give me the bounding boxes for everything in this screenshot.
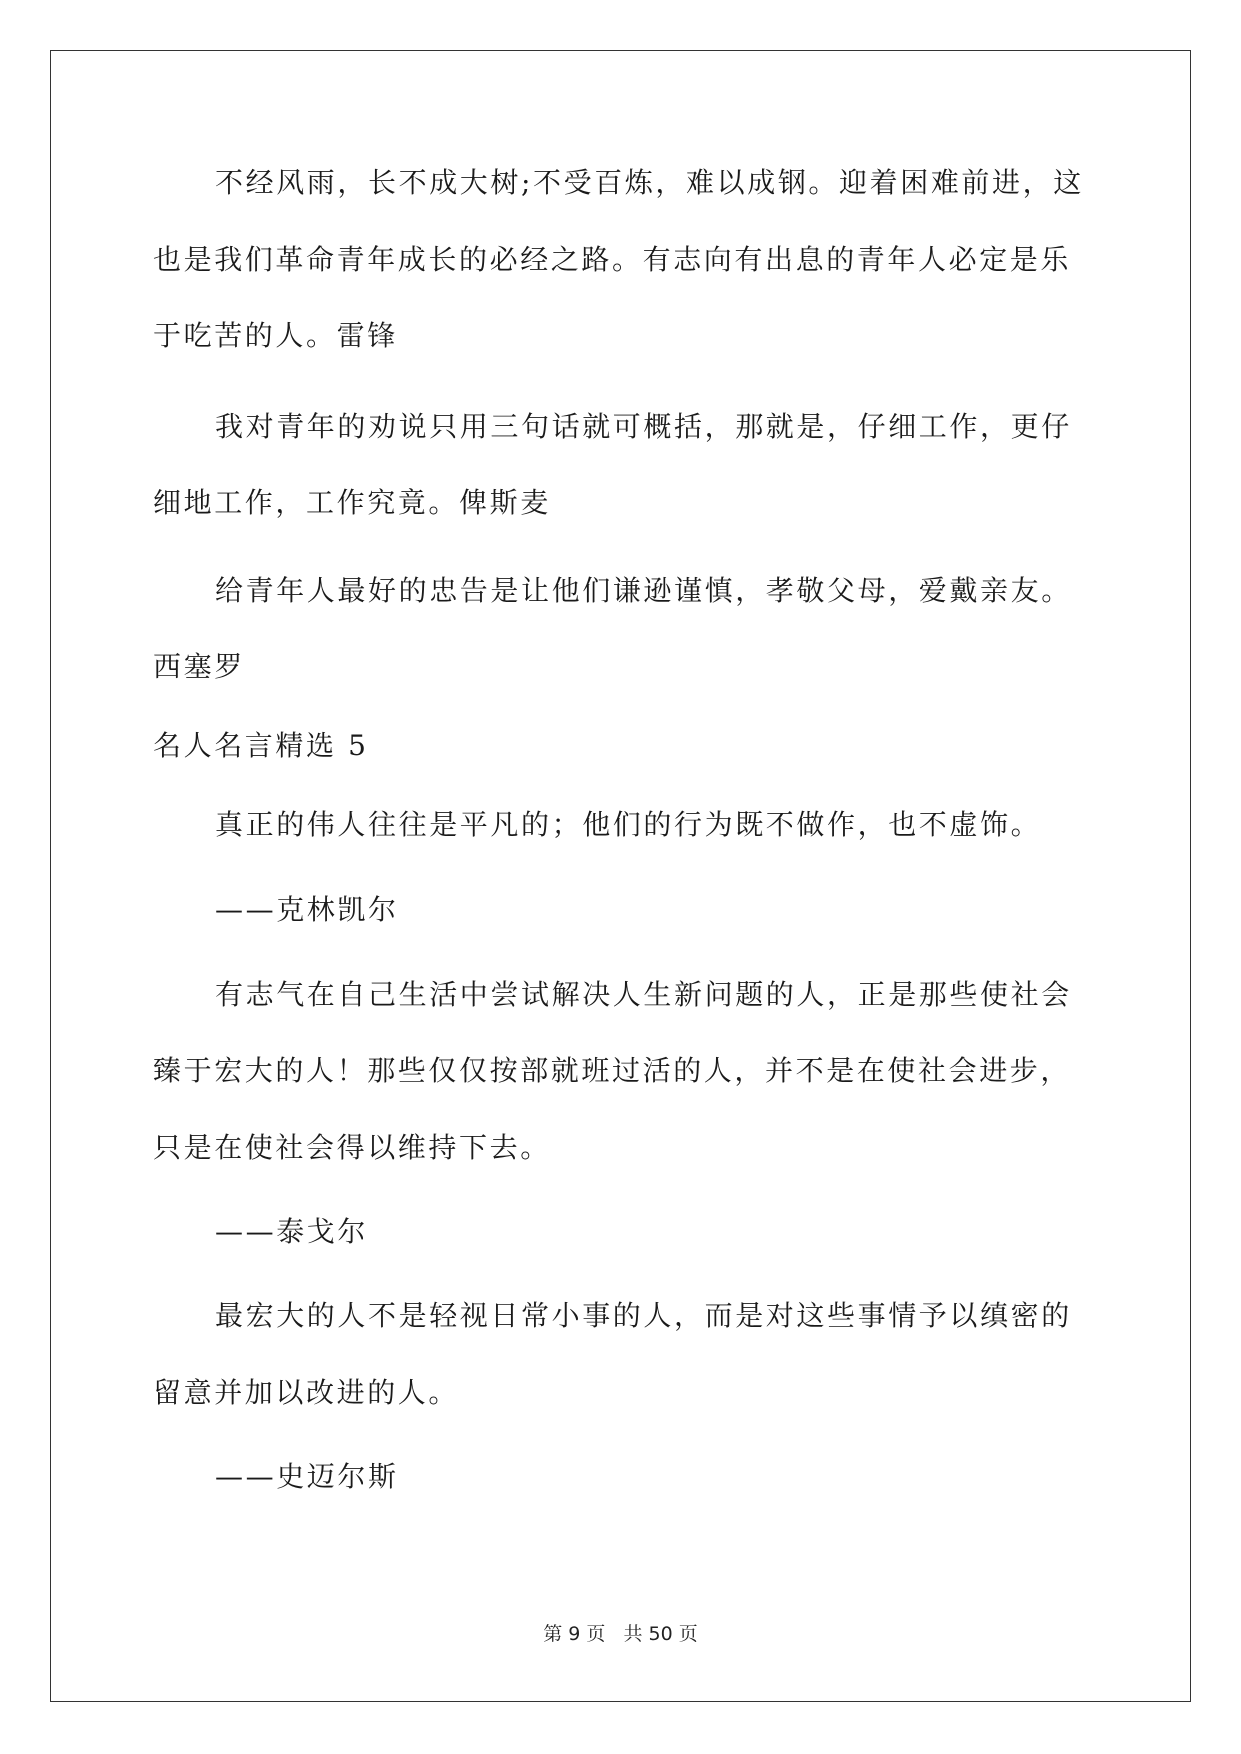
paragraph-line: 我对青年的劝说只用三句话就可概括，那就是，仔细工作，更仔 (215, 410, 1072, 443)
paragraph-line: 最宏大的人不是轻视日常小事的人，而是对这些事情予以缜密的 (215, 1299, 1072, 1332)
paragraph-line: 给青年人最好的忠告是让他们谦逊谨慎，孝敬父母，爱戴亲友。 (215, 574, 1072, 607)
paragraph-line: 也是我们革命青年成长的必经之路。有志向有出息的青年人必定是乐 (153, 243, 1072, 276)
paragraph-line: 西塞罗 (153, 650, 245, 683)
paragraph-line: 不经风雨，长不成大树;不受百炼，难以成钢。迎着困难前进，这 (215, 166, 1084, 199)
paragraph-line: 细地工作，工作究竟。俾斯麦 (153, 486, 551, 519)
section-heading: 名人名言精选 5 (153, 729, 369, 762)
paragraph-line: 于吃苦的人。雷锋 (153, 319, 398, 352)
paragraph-line: 留意并加以改进的人。 (153, 1376, 460, 1409)
attribution: ——克林凯尔 (215, 893, 399, 926)
attribution: ——史迈尔斯 (215, 1460, 399, 1493)
paragraph-line: 有志气在自己生活中尝试解决人生新问题的人，正是那些使社会 (215, 978, 1072, 1011)
paragraph-line: 真正的伟人往往是平凡的；他们的行为既不做作，也不虚饰。 (215, 808, 1042, 841)
attribution: ——泰戈尔 (215, 1215, 369, 1248)
page-border (50, 50, 1191, 1702)
page-number-footer: 第 9 页 共 50 页 (543, 1623, 698, 1645)
paragraph-line: 只是在使社会得以维持下去。 (153, 1131, 551, 1164)
paragraph-line: 臻于宏大的人！那些仅仅按部就班过活的人，并不是在使社会进步， (153, 1054, 1072, 1087)
